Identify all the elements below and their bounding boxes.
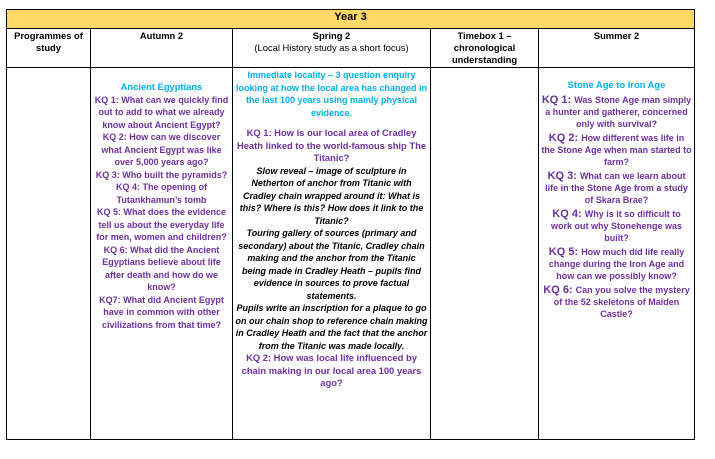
summer-kq-list [541,94,692,320]
summer-kq-text: What can we learn about life in the Stone Age from a study of Skara Brae? [545,170,688,205]
autumn-kq-item: KQ 4: The opening of Tutankhamun’s tomb [116,182,207,205]
summer-kq-item [541,284,692,320]
autumn-kq-item: KQ 1: What can we quickly find out to add to what we already know about Ancient Egypt? [94,94,229,130]
summer-title: Stone Age to Iron Age [567,79,666,90]
autumn-kq-item: KQ 5: What does the evidence tell us about the everyday life for men, women and children? [96,207,227,242]
autumn-kq-list [93,94,230,332]
summer-kq-item [541,246,692,282]
summer-kq-number: KQ 6: [543,283,576,296]
spring-term-label: Spring 2 [312,30,351,41]
summer-cell [539,68,695,440]
spring-para-gallery: Touring gallery of sources (primary and secondary) about the Titanic, Cradley chain making and the anchor from the Titanic being made in Cradley Heath – pupils find evidence in sources to prove factual statements. [238,228,425,301]
timebox-cell [431,68,539,440]
autumn-title: Ancient Egyptians [120,81,203,92]
summer-kq-text: Can you solve the mystery of the 52 skeletons of Maiden Castle? [553,284,690,319]
summer-kq-number: KQ 1: [541,93,575,106]
summer-kq-number: KQ 3: [547,169,580,182]
header-autumn: Autumn 2 [91,29,233,68]
spring-cell [233,68,431,440]
spring-kq1: KQ 1: How is our local area of Cradley Heath linked to the world-famous ship The Titanic? [236,127,427,163]
programmes-cell [7,68,91,440]
header-summer: Summer 2 [539,29,695,68]
timebox-label: Timebox 1 – chronological understanding [451,30,518,65]
spring-para-inscription: Pupils write an inscription for a plaque to go on our chain shop to reference chain making in Cradley Heath and the fact that the anchor from the Titanic was made locally. [235,303,428,351]
autumn-kq-item: KQ7: What did Ancient Egypt have in common with other civilizations from that time? [99,294,224,330]
summer-kq-number: KQ 2: [548,131,582,144]
summer-kq-text: Why is it so difficult to work out why Stonehenge was built? [550,208,683,243]
spring-para-slow-reveal: Slow reveal – image of sculpture in Netherton of anchor from Titanic with Cradley chain wrapped around it: What is this? Where is this? How does it link to the Titanic? [239,165,424,226]
summer-kq-item [541,132,692,168]
autumn-kq-item: KQ 2: How can we discover what Ancient Egypt was like over 5,000 years ago? [101,132,222,167]
summer-kq-text: Was Stone Age man simply a hunter and gatherer, concerned only with survival? [545,94,692,129]
summer-kq-number: KQ 4: [552,207,585,220]
curriculum-table [6,9,695,440]
summer-kq-text: How different was life in the Stone Age when man started to farm? [541,132,692,167]
header-timebox [431,29,539,68]
spring-kq2: KQ 2: How was local life influenced by chain making in our local area 100 years ago? [241,352,422,388]
summer-kq-text: How much did life really change during the Iron Age and how can we possibly know? [548,246,685,281]
autumn-kq-item: KQ 6: What did the Ancient Egyptians believe about life after death and how do we know? [102,244,221,292]
summer-kq-item [541,170,692,206]
summer-kq-item [541,208,692,244]
summer-kq-number: KQ 5: [548,245,582,258]
autumn-cell [91,68,233,440]
header-programmes: Programmes of study [7,29,91,68]
header-spring [233,29,431,68]
year-heading: Year 3 [7,10,695,29]
spring-subtitle: (Local History study as a short focus) [254,42,409,53]
autumn-kq-item: KQ 3: Who built the pyramids? [95,169,228,180]
spring-intro: Immediate locality – 3 question enquiry looking at how the local area has changed in the last 100 years using mainly physical evidence. [235,70,428,118]
summer-kq-item [541,94,692,130]
